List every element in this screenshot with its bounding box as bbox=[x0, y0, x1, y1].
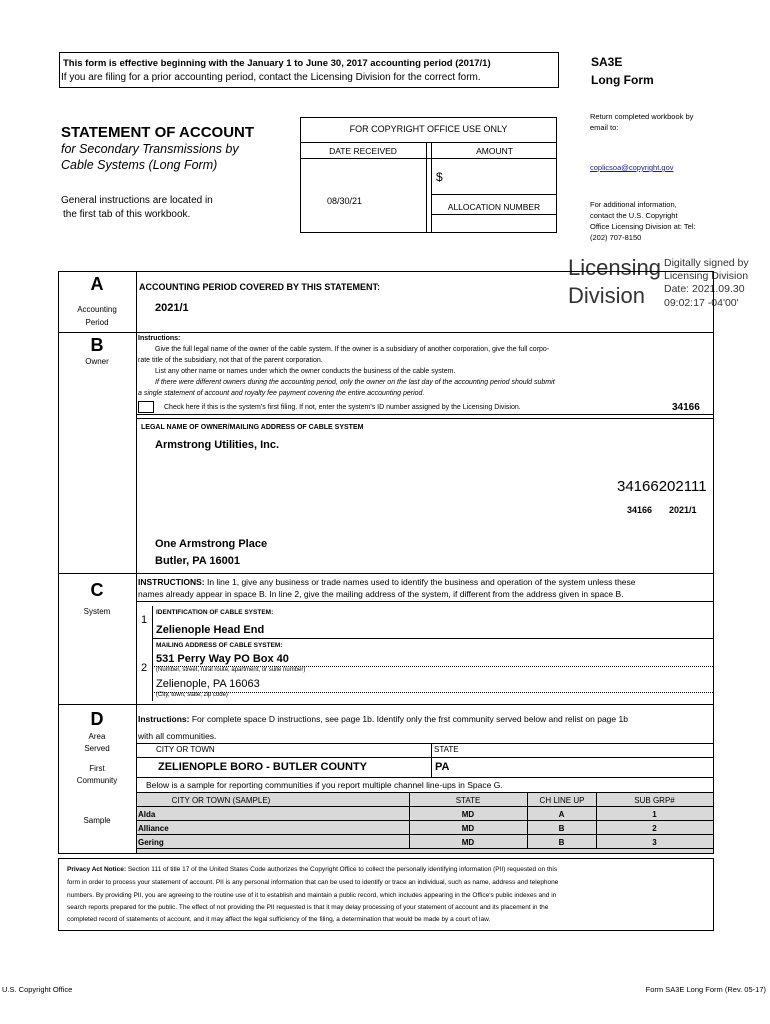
system-code-period: 2021/1 bbox=[669, 505, 697, 515]
signature-line1: Digitally signed by bbox=[664, 257, 749, 269]
privacy-bold: Privacy Act Notice: bbox=[67, 866, 127, 873]
sample-row2-lineup: B bbox=[558, 824, 565, 833]
privacy-line2: form in order to process your statement of account. PII is any personal information that can be used to identify or trace an individual, such as name, address and telephone bbox=[67, 879, 559, 886]
title-sub1: for Secondary Transmissions by bbox=[61, 142, 239, 156]
sample-header-subgrp: SUB GRP# bbox=[634, 796, 675, 805]
general-instr1: General instructions are located in bbox=[61, 195, 213, 206]
section-d-instr-bold: Instructions: bbox=[138, 714, 190, 724]
system-city: Zelienople, PA 16063 bbox=[156, 678, 260, 690]
sample-header-city: CITY OR TOWN (SAMPLE) bbox=[171, 796, 271, 805]
system-code: 34166202111 bbox=[617, 478, 707, 495]
section-c-label: System bbox=[83, 607, 111, 616]
first-filing-checkbox[interactable] bbox=[138, 401, 154, 413]
privacy-line3: numbers. By providing PII, you are agreeing to the routine use of it to establish and maintain a public record, which includes appearing in the Office's public indexes and in bbox=[67, 892, 557, 899]
city-hint: (City, town, state, zip code) bbox=[156, 692, 228, 698]
signature-line2: Licensing Division bbox=[664, 270, 749, 282]
system-code-id: 34166 bbox=[627, 505, 653, 515]
first-filing-text: Check here if this is the system's first filing. If not, enter the system's ID number assigned by the Licensing Division. bbox=[164, 404, 521, 411]
section-b-line4: If there were different owners during the accounting period, only the owner on the last day of the accounting period should submit bbox=[155, 379, 555, 386]
section-c-instr2: names already appear in space B. In line 2, give the mailing address of the system, if different from the address given in space B. bbox=[138, 589, 624, 599]
signature-name1: Licensing bbox=[568, 255, 661, 280]
section-b-line1: Give the full legal name of the owner of the cable system. If the owner is a subsidiary of another corporation, give the full corpo- bbox=[155, 346, 550, 353]
section-d-instr1: For complete space D instructions, see page 1b. Identify only the frst community served below and relist on page 1b bbox=[189, 714, 628, 724]
privacy-line1: Section 111 of title 17 of the United States Code authorizes the Copyright Office to collect the personally identifying information (PII) requested on this bbox=[126, 866, 558, 873]
sample-row2-state: MD bbox=[461, 824, 475, 833]
sample-row3-subgrp: 3 bbox=[652, 838, 657, 847]
section-b-line5: a single statement of account and royalty fee payment covering the entire accounting period. bbox=[138, 390, 425, 397]
footer-right: Form SA3E Long Form (Rev. 05-17) bbox=[645, 985, 766, 994]
sample-header-state: STATE bbox=[455, 796, 481, 805]
date-received-label: DATE RECEIVED bbox=[329, 146, 397, 156]
sample-row1-lineup: A bbox=[558, 810, 565, 819]
owner-address1: One Armstrong Place bbox=[155, 538, 268, 550]
section-d-letter: D bbox=[90, 709, 104, 729]
sample-row3-state: MD bbox=[461, 838, 475, 847]
info-line2: contact the U.S. Copyright bbox=[590, 211, 678, 220]
section-c-instructions bbox=[138, 577, 636, 587]
sample-row2-subgrp: 2 bbox=[652, 824, 657, 833]
section-c-instr1: In line 1, give any business or trade names used to identify the business and operation of the system unless these bbox=[204, 577, 636, 587]
form-code: SA3E bbox=[591, 55, 623, 69]
email-link[interactable]: coplicsoa@copyright.gov bbox=[590, 163, 674, 172]
section-d-label4: Community bbox=[76, 776, 118, 785]
owner-name: Armstrong Utilities, Inc. bbox=[155, 439, 280, 451]
return-line1: Return completed workbook by bbox=[590, 112, 694, 121]
section-b-letter: B bbox=[90, 335, 104, 355]
state-label: STATE bbox=[434, 745, 459, 754]
info-line1: For additional information, bbox=[590, 200, 677, 209]
system-street: 531 Perry Way PO Box 40 bbox=[156, 653, 289, 665]
section-b-label: Owner bbox=[85, 357, 109, 366]
sample-row1-state: MD bbox=[461, 810, 475, 819]
city-label: CITY OR TOWN bbox=[156, 745, 215, 754]
info-line3: Office Licensing Division at: Tel: bbox=[590, 222, 696, 231]
return-line2: email to: bbox=[590, 123, 619, 132]
accounting-period-value: 2021/1 bbox=[155, 302, 189, 314]
identification-label: IDENTIFICATION OF CABLE SYSTEM: bbox=[156, 609, 274, 616]
mailing-address-label: MAILING ADDRESS OF CABLE SYSTEM: bbox=[156, 642, 283, 649]
effective-line1: This form is effective beginning with the January 1 to June 30, 2017 accounting period (2017/1) bbox=[63, 58, 491, 69]
page-title: STATEMENT OF ACCOUNT bbox=[61, 124, 255, 141]
amount-label: AMOUNT bbox=[476, 146, 513, 156]
sample-note: Below is a sample for reporting communities if you report multiple channel line-ups in Space G. bbox=[146, 780, 503, 790]
signature-line3: Date: 2021.09.30 bbox=[664, 283, 745, 295]
sample-row3-city: Gering bbox=[138, 838, 164, 847]
line-1-number: 1 bbox=[141, 614, 148, 626]
section-d-sample-label: Sample bbox=[83, 816, 111, 825]
section-a-label1: Accounting bbox=[77, 305, 117, 314]
info-line4: (202) 707-8150 bbox=[590, 233, 642, 242]
street-hint: (Number, street, rural route, apartment, or suite number) bbox=[156, 667, 306, 673]
privacy-line5: completed record of statements of account, and it may affect the legal sufficiency of the filing, a determination that would be made by a court of law. bbox=[67, 916, 491, 923]
form-name: Long Form bbox=[591, 73, 654, 87]
privacy-line4: search reports prepared for the public. The effect of not providing the PII requested is that it may delay processing of your statement of account and its placement in the bbox=[67, 904, 549, 911]
owner-address2: Butler, PA 16001 bbox=[155, 555, 240, 567]
section-a-label2: Period bbox=[85, 318, 109, 327]
sample-row2-city: Alliance bbox=[138, 824, 169, 833]
amount-dollar: $ bbox=[436, 170, 443, 184]
office-use-heading: FOR COPYRIGHT OFFICE USE ONLY bbox=[349, 124, 508, 134]
line-2-number: 2 bbox=[141, 662, 148, 674]
office-use-box bbox=[300, 117, 557, 233]
section-d-label2: Served bbox=[84, 744, 110, 753]
sample-row3-lineup: B bbox=[558, 838, 565, 847]
section-d-instructions bbox=[138, 714, 628, 724]
signature-line4: 09:02:17 -04'00' bbox=[664, 297, 739, 309]
privacy-line1-row bbox=[67, 866, 557, 873]
legal-name-label: LEGAL NAME OF OWNER/MAILING ADDRESS OF CABLE SYSTEM bbox=[141, 424, 364, 431]
system-id: 34166 bbox=[672, 402, 700, 413]
section-c-instr-bold: INSTRUCTIONS: bbox=[138, 577, 205, 587]
date-received-value: 08/30/21 bbox=[327, 196, 363, 206]
sample-row1-subgrp: 1 bbox=[652, 810, 657, 819]
title-sub2: Cable Systems (Long Form) bbox=[61, 158, 218, 172]
section-a-letter: A bbox=[90, 274, 104, 294]
effective-line2: If you are filing for a prior accounting period, contact the Licensing Division for the correct form. bbox=[61, 72, 481, 83]
sample-header-lineup: CH LINE UP bbox=[539, 796, 585, 805]
system-name: Zelienople Head End bbox=[156, 624, 265, 636]
sample-row1-city: Alda bbox=[138, 810, 156, 819]
section-c-letter: C bbox=[90, 580, 104, 600]
first-community-state[interactable]: PA bbox=[435, 761, 450, 773]
section-d-instr2: with all communities. bbox=[138, 731, 217, 741]
signature-name2: Division bbox=[568, 283, 646, 308]
section-d-label1: Area bbox=[88, 732, 106, 741]
allocation-label: ALLOCATION NUMBER bbox=[447, 202, 541, 212]
general-instr2: the first tab of this workbook. bbox=[63, 209, 191, 220]
section-b-line3: List any other name or names under which the owner conducts the business of the cable system. bbox=[155, 368, 456, 375]
section-d-label3: First bbox=[89, 764, 105, 773]
section-b-instr-label: Instructions: bbox=[138, 335, 181, 342]
first-community-city[interactable]: ZELIENOPLE BORO - BUTLER COUNTY bbox=[158, 761, 367, 773]
footer-left: U.S. Copyright Office bbox=[2, 985, 73, 994]
accounting-period-heading: ACCOUNTING PERIOD COVERED BY THIS STATEMENT: bbox=[139, 282, 381, 292]
section-b-line2: rate title of the subsidiary, not that of the parent corporation. bbox=[138, 357, 323, 364]
